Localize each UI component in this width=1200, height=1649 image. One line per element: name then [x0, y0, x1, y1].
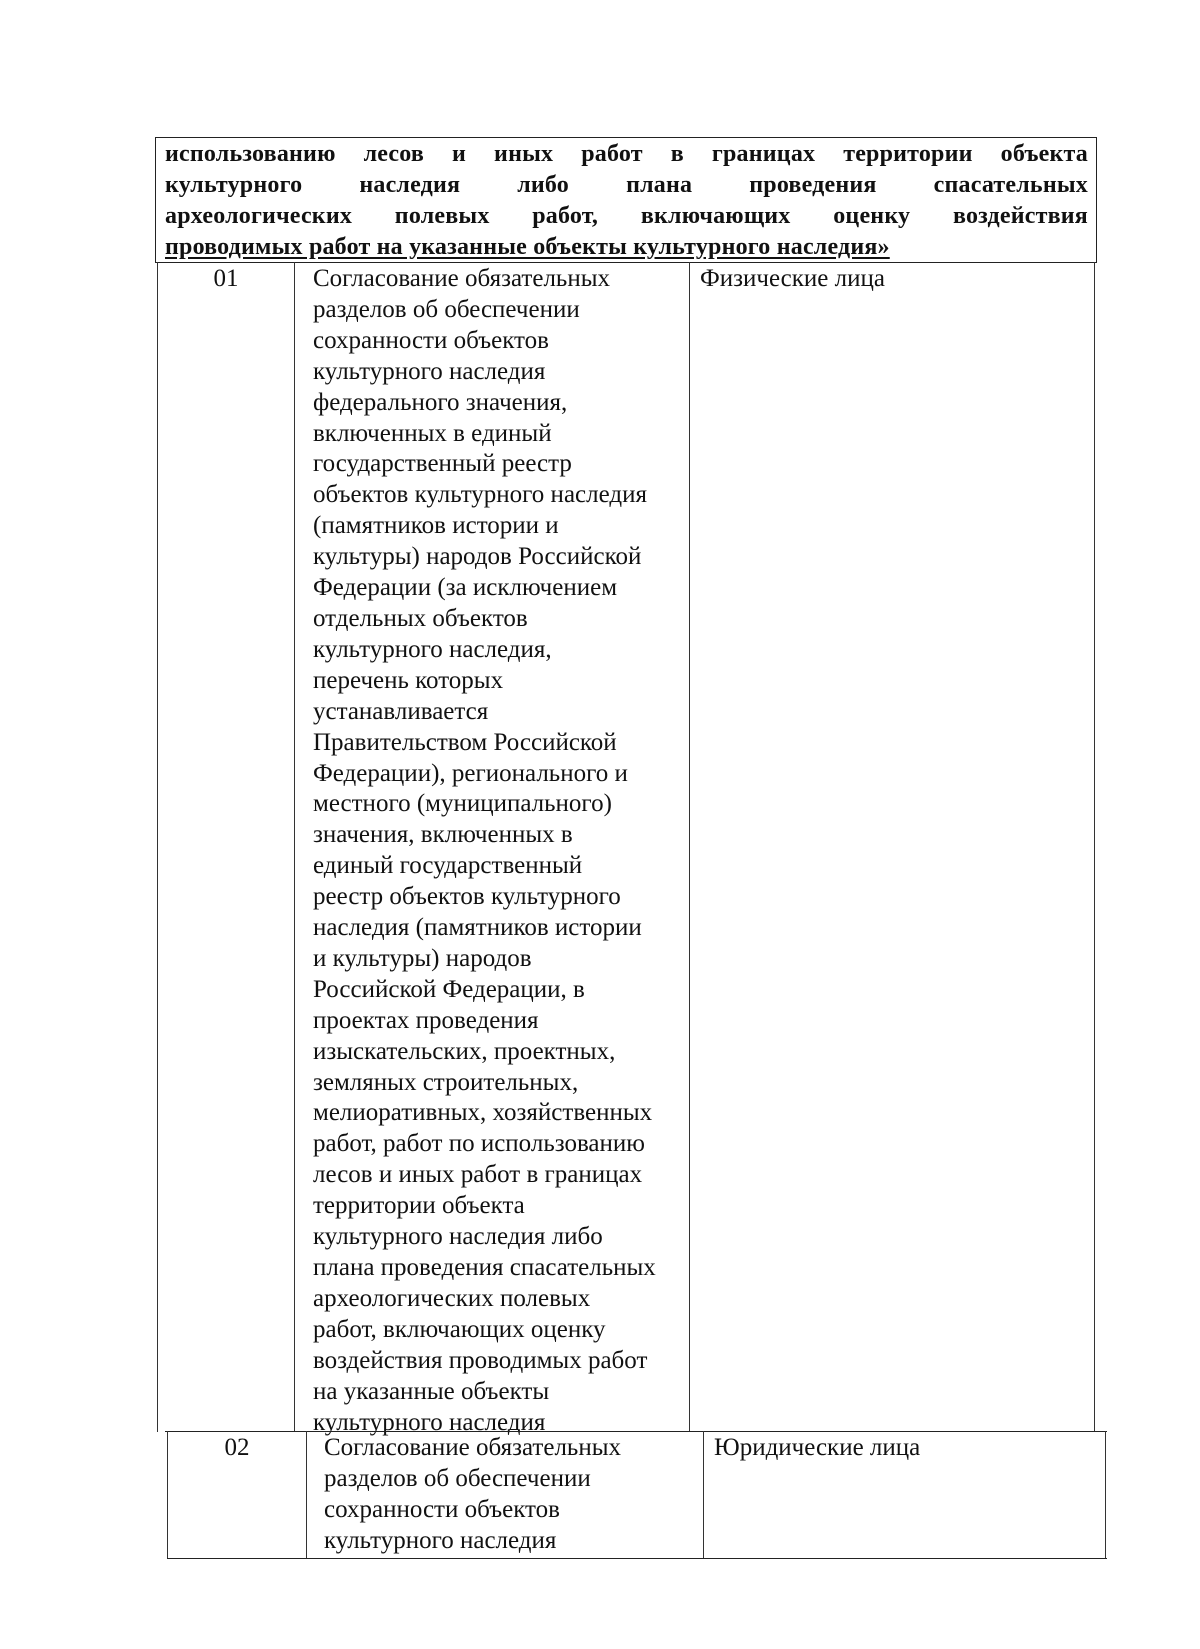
header-line: проводимых работ на указанные объекты культурного наследия» — [165, 234, 890, 260]
column-divider-1 — [294, 262, 295, 1432]
column-divider-1 — [306, 1431, 307, 1559]
header-bottom-border — [155, 262, 1097, 263]
header-continuation-text — [165, 139, 1088, 263]
applicant-category: Физические лица — [700, 265, 885, 292]
column-divider-2 — [689, 262, 690, 1432]
row-number: 02 — [224, 1434, 250, 1461]
applicant-category: Юридические лица — [714, 1434, 921, 1461]
header-line: использованию лесов и иных работ в границах территории объекта — [165, 141, 1088, 167]
row-number: 01 — [213, 265, 239, 292]
table-right-border — [1105, 1431, 1106, 1559]
service-description: Согласование обязательных разделов об обеспечении сохранности объектов культурного наследия — [324, 1434, 621, 1554]
table-left-border — [167, 1431, 168, 1559]
header-line: археологических полевых работ, включающих оценку воздействия — [165, 203, 1088, 229]
table-left-border — [157, 262, 158, 1432]
header-line: культурного наследия либо плана проведения спасательных — [165, 172, 1088, 198]
table-bottom-border — [167, 1558, 1107, 1559]
table-right-border — [1094, 262, 1095, 1432]
column-divider-2 — [703, 1431, 704, 1559]
service-description: Согласование обязательных разделов об обеспечении сохранности объектов культурного наследия федерального значения, включенных в единый государственный реестр объектов культурного наследия (памятников истории и культуры) народов Российской Федерации (за исключением отдельных объектов культурного наследия, перечень которых устанавливается Правительством Российской Федерации), регионального и местного (муниципального) значения, включенных в единый государственный реестр объектов культурного наследия (памятников истории и культуры) народов Российской Федерации, в проектах проведения изыскательских, проектных, земляных строительных, мелиоративных, хозяйственных работ, работ по использованию лесов и иных работ в границах территории объекта культурного наследия либо плана проведения спасательных археологических полевых работ, включающих оценку воздействия проводимых работ на указанные объекты культурного наследия — [313, 265, 656, 1436]
